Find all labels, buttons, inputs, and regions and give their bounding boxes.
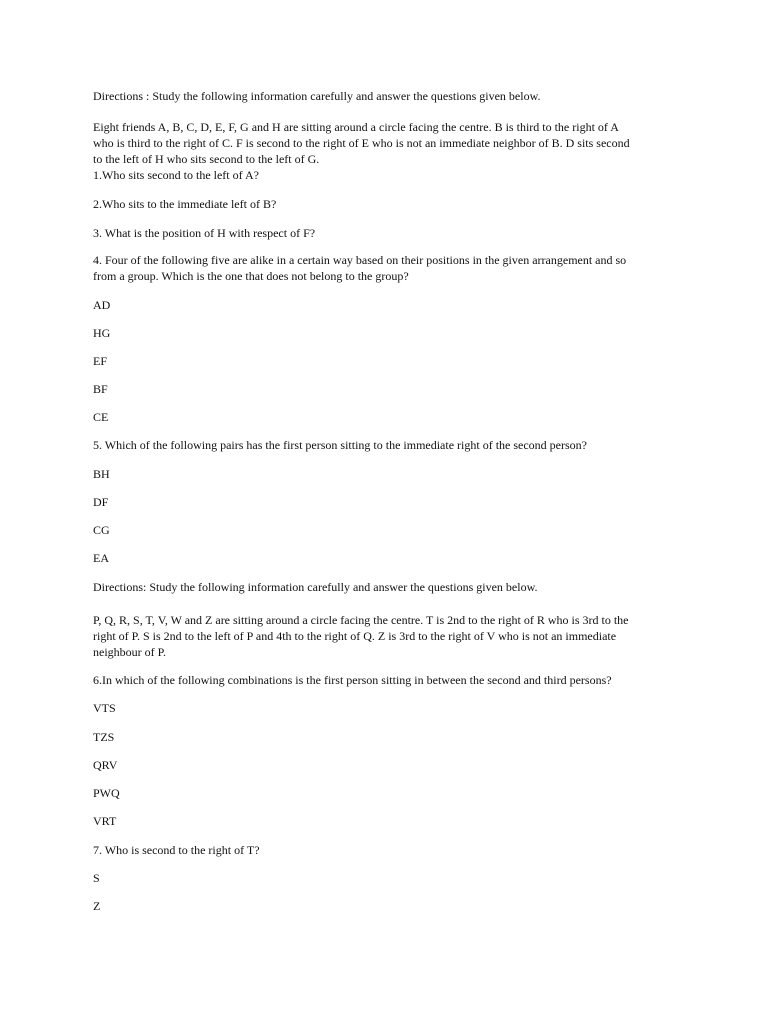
q4-option: CE	[93, 410, 109, 424]
q7-option: Z	[93, 899, 101, 913]
question-5: 5. Which of the following pairs has the first person sitting to the immediate right of the second person?	[93, 438, 588, 452]
passage-2-line-3: neighbour of P.	[93, 645, 166, 659]
q7-option: S	[93, 871, 100, 885]
q5-option: BH	[93, 467, 110, 481]
passage-1-line-1: Eight friends A, B, C, D, E, F, G and H are sitting around a circle facing the centre. B is third to the right of A	[93, 120, 619, 134]
q4-option: EF	[93, 354, 108, 368]
q5-option: DF	[93, 495, 109, 509]
q4-option: HG	[93, 326, 111, 340]
passage-2-line-2: right of P. S is 2nd to the left of P and 4th to the right of Q. Z is 3rd to the right of V who is not an immediate	[93, 629, 617, 643]
q6-option: VRT	[93, 814, 117, 828]
passage-1-line-3: to the left of H who sits second to the left of G.	[93, 152, 320, 166]
passage-2-line-1: P, Q, R, S, T, V, W and Z are sitting around a circle facing the centre. T is 2nd to the right of R who is 3rd to the	[93, 613, 629, 627]
question-1: 1.Who sits second to the left of A?	[93, 168, 259, 182]
q5-option: EA	[93, 551, 109, 565]
q5-option: CG	[93, 523, 110, 537]
passage-1-line-2: who is third to the right of C. F is second to the right of E who is not an immediate neighbor of B. D sits second	[93, 136, 630, 150]
question-2: 2.Who sits to the immediate left of B?	[93, 197, 277, 211]
question-7: 7. Who is second to the right of T?	[93, 843, 260, 857]
question-4-line-1: 4. Four of the following five are alike in a certain way based on their positions in the given arrangement and so	[93, 253, 627, 267]
q6-option: QRV	[93, 758, 118, 772]
directions-2: Directions: Study the following information carefully and answer the questions given below.	[93, 580, 538, 594]
q4-option: AD	[93, 298, 111, 312]
q6-option: VTS	[93, 701, 116, 715]
question-3: 3. What is the position of H with respect of F?	[93, 226, 316, 240]
question-4-line-2: from a group. Which is the one that does not belong to the group?	[93, 269, 409, 283]
q4-option: BF	[93, 382, 108, 396]
q6-option: PWQ	[93, 786, 120, 800]
q6-option: TZS	[93, 730, 115, 744]
question-6: 6.In which of the following combinations is the first person sitting in between the second and third persons?	[93, 673, 612, 687]
directions-1: Directions : Study the following information carefully and answer the questions given below.	[93, 89, 541, 103]
